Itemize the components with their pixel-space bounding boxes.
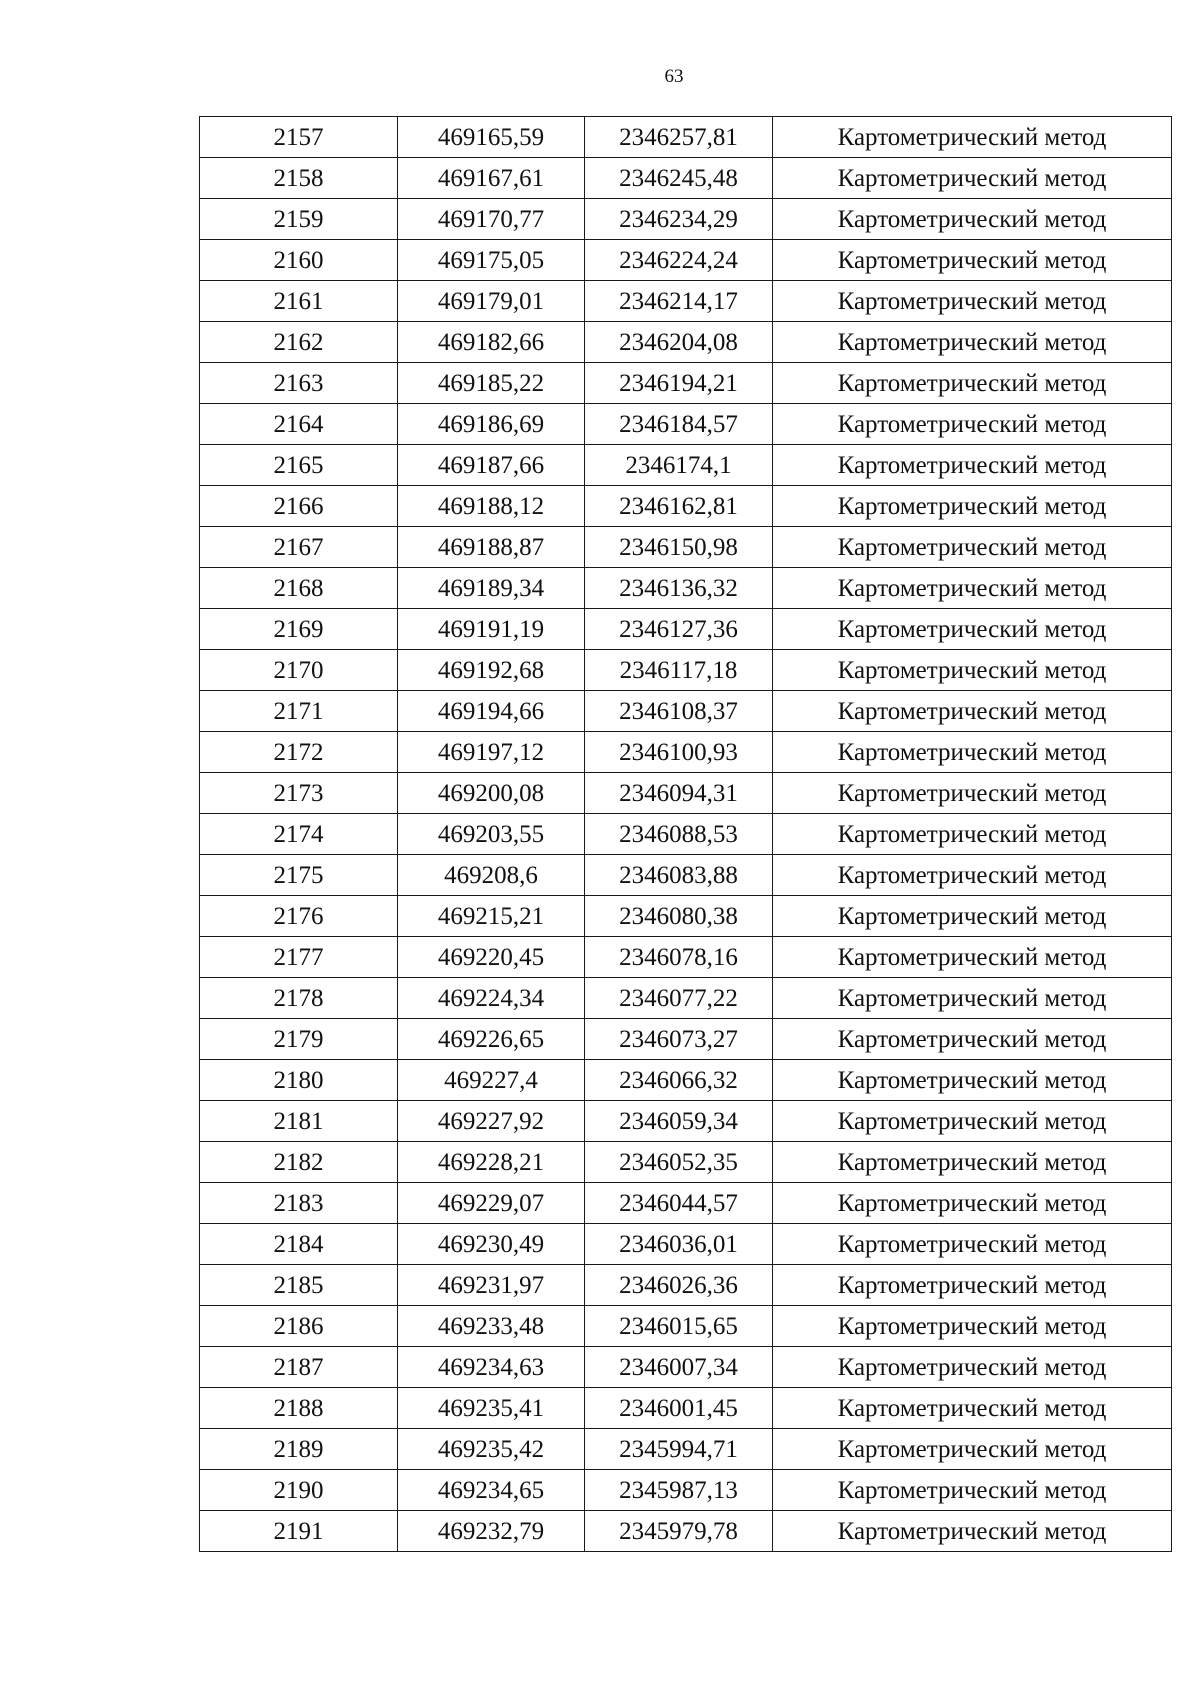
table-row xyxy=(200,445,1172,486)
method-cell: Картометрический метод xyxy=(773,1142,1172,1183)
y-coordinate-cell: 2346224,24 xyxy=(585,240,773,281)
x-coordinate-cell: 469187,66 xyxy=(398,445,585,486)
method-cell: Картометрический метод xyxy=(773,732,1172,773)
method-cell: Картометрический метод xyxy=(773,404,1172,445)
point-number-cell: 2166 xyxy=(200,486,398,527)
y-coordinate-cell: 2345979,78 xyxy=(585,1511,773,1552)
method-cell: Картометрический метод xyxy=(773,773,1172,814)
point-number-cell: 2169 xyxy=(200,609,398,650)
y-coordinate-cell: 2346007,34 xyxy=(585,1347,773,1388)
table-row xyxy=(200,199,1172,240)
method-cell: Картометрический метод xyxy=(773,1306,1172,1347)
method-cell: Картометрический метод xyxy=(773,1511,1172,1552)
x-coordinate-cell: 469235,42 xyxy=(398,1429,585,1470)
y-coordinate-cell: 2346184,57 xyxy=(585,404,773,445)
point-number-cell: 2180 xyxy=(200,1060,398,1101)
point-number-cell: 2159 xyxy=(200,199,398,240)
table-body xyxy=(200,117,1172,1552)
x-coordinate-cell: 469231,97 xyxy=(398,1265,585,1306)
method-cell: Картометрический метод xyxy=(773,322,1172,363)
y-coordinate-cell: 2346257,81 xyxy=(585,117,773,158)
y-coordinate-cell: 2346026,36 xyxy=(585,1265,773,1306)
table-row xyxy=(200,896,1172,937)
x-coordinate-cell: 469233,48 xyxy=(398,1306,585,1347)
point-number-cell: 2178 xyxy=(200,978,398,1019)
method-cell: Картометрический метод xyxy=(773,1429,1172,1470)
point-number-cell: 2170 xyxy=(200,650,398,691)
y-coordinate-cell: 2346044,57 xyxy=(585,1183,773,1224)
table-row xyxy=(200,1388,1172,1429)
x-coordinate-cell: 469165,59 xyxy=(398,117,585,158)
x-coordinate-cell: 469226,65 xyxy=(398,1019,585,1060)
x-coordinate-cell: 469175,05 xyxy=(398,240,585,281)
page-number: 63 xyxy=(664,66,684,87)
method-cell: Картометрический метод xyxy=(773,650,1172,691)
method-cell: Картометрический метод xyxy=(773,1347,1172,1388)
y-coordinate-cell: 2346036,01 xyxy=(585,1224,773,1265)
x-coordinate-cell: 469224,34 xyxy=(398,978,585,1019)
x-coordinate-cell: 469197,12 xyxy=(398,732,585,773)
x-coordinate-cell: 469167,61 xyxy=(398,158,585,199)
table-row xyxy=(200,978,1172,1019)
x-coordinate-cell: 469182,66 xyxy=(398,322,585,363)
method-cell: Картометрический метод xyxy=(773,1224,1172,1265)
table-row xyxy=(200,1019,1172,1060)
x-coordinate-cell: 469232,79 xyxy=(398,1511,585,1552)
point-number-cell: 2191 xyxy=(200,1511,398,1552)
y-coordinate-cell: 2346150,98 xyxy=(585,527,773,568)
x-coordinate-cell: 469189,34 xyxy=(398,568,585,609)
table-row xyxy=(200,158,1172,199)
method-cell: Картометрический метод xyxy=(773,691,1172,732)
y-coordinate-cell: 2346001,45 xyxy=(585,1388,773,1429)
table-row xyxy=(200,773,1172,814)
point-number-cell: 2176 xyxy=(200,896,398,937)
point-number-cell: 2174 xyxy=(200,814,398,855)
point-number-cell: 2171 xyxy=(200,691,398,732)
table-row xyxy=(200,363,1172,404)
y-coordinate-cell: 2346234,29 xyxy=(585,199,773,240)
y-coordinate-cell: 2346052,35 xyxy=(585,1142,773,1183)
y-coordinate-cell: 2346083,88 xyxy=(585,855,773,896)
point-number-cell: 2185 xyxy=(200,1265,398,1306)
method-cell: Картометрический метод xyxy=(773,281,1172,322)
y-coordinate-cell: 2346136,32 xyxy=(585,568,773,609)
table-row xyxy=(200,691,1172,732)
method-cell: Картометрический метод xyxy=(773,1183,1172,1224)
method-cell: Картометрический метод xyxy=(773,568,1172,609)
point-number-cell: 2160 xyxy=(200,240,398,281)
point-number-cell: 2184 xyxy=(200,1224,398,1265)
point-number-cell: 2161 xyxy=(200,281,398,322)
y-coordinate-cell: 2346066,32 xyxy=(585,1060,773,1101)
table-row xyxy=(200,650,1172,691)
x-coordinate-cell: 469208,6 xyxy=(398,855,585,896)
y-coordinate-cell: 2346127,36 xyxy=(585,609,773,650)
x-coordinate-cell: 469179,01 xyxy=(398,281,585,322)
y-coordinate-cell: 2346080,38 xyxy=(585,896,773,937)
table-row xyxy=(200,1470,1172,1511)
method-cell: Картометрический метод xyxy=(773,199,1172,240)
point-number-cell: 2175 xyxy=(200,855,398,896)
x-coordinate-cell: 469188,12 xyxy=(398,486,585,527)
point-number-cell: 2189 xyxy=(200,1429,398,1470)
x-coordinate-cell: 469185,22 xyxy=(398,363,585,404)
x-coordinate-cell: 469170,77 xyxy=(398,199,585,240)
y-coordinate-cell: 2346015,65 xyxy=(585,1306,773,1347)
x-coordinate-cell: 469229,07 xyxy=(398,1183,585,1224)
table-row xyxy=(200,1306,1172,1347)
method-cell: Картометрический метод xyxy=(773,896,1172,937)
table-row xyxy=(200,240,1172,281)
point-number-cell: 2164 xyxy=(200,404,398,445)
point-number-cell: 2157 xyxy=(200,117,398,158)
point-number-cell: 2177 xyxy=(200,937,398,978)
y-coordinate-cell: 2346117,18 xyxy=(585,650,773,691)
x-coordinate-cell: 469234,65 xyxy=(398,1470,585,1511)
point-number-cell: 2182 xyxy=(200,1142,398,1183)
method-cell: Картометрический метод xyxy=(773,445,1172,486)
table-row xyxy=(200,937,1172,978)
y-coordinate-cell: 2346100,93 xyxy=(585,732,773,773)
method-cell: Картометрический метод xyxy=(773,1265,1172,1306)
x-coordinate-cell: 469228,21 xyxy=(398,1142,585,1183)
y-coordinate-cell: 2345987,13 xyxy=(585,1470,773,1511)
method-cell: Картометрический метод xyxy=(773,978,1172,1019)
table-row xyxy=(200,281,1172,322)
method-cell: Картометрический метод xyxy=(773,1388,1172,1429)
table-row xyxy=(200,1511,1172,1552)
y-coordinate-cell: 2346204,08 xyxy=(585,322,773,363)
table-row xyxy=(200,1101,1172,1142)
method-cell: Картометрический метод xyxy=(773,814,1172,855)
table-row xyxy=(200,568,1172,609)
table-row xyxy=(200,486,1172,527)
table-row xyxy=(200,732,1172,773)
point-number-cell: 2187 xyxy=(200,1347,398,1388)
y-coordinate-cell: 2346162,81 xyxy=(585,486,773,527)
point-number-cell: 2162 xyxy=(200,322,398,363)
x-coordinate-cell: 469230,49 xyxy=(398,1224,585,1265)
point-number-cell: 2167 xyxy=(200,527,398,568)
method-cell: Картометрический метод xyxy=(773,1019,1172,1060)
table-row xyxy=(200,1265,1172,1306)
point-number-cell: 2181 xyxy=(200,1101,398,1142)
x-coordinate-cell: 469227,4 xyxy=(398,1060,585,1101)
method-cell: Картометрический метод xyxy=(773,609,1172,650)
y-coordinate-cell: 2346088,53 xyxy=(585,814,773,855)
point-number-cell: 2172 xyxy=(200,732,398,773)
point-number-cell: 2179 xyxy=(200,1019,398,1060)
x-coordinate-cell: 469192,68 xyxy=(398,650,585,691)
table-row xyxy=(200,814,1172,855)
x-coordinate-cell: 469235,41 xyxy=(398,1388,585,1429)
x-coordinate-cell: 469227,92 xyxy=(398,1101,585,1142)
point-number-cell: 2188 xyxy=(200,1388,398,1429)
table-row xyxy=(200,1224,1172,1265)
x-coordinate-cell: 469203,55 xyxy=(398,814,585,855)
method-cell: Картометрический метод xyxy=(773,937,1172,978)
method-cell: Картометрический метод xyxy=(773,527,1172,568)
coordinates-table xyxy=(199,116,1172,1552)
point-number-cell: 2183 xyxy=(200,1183,398,1224)
x-coordinate-cell: 469234,63 xyxy=(398,1347,585,1388)
method-cell: Картометрический метод xyxy=(773,486,1172,527)
table-row xyxy=(200,1429,1172,1470)
table-row xyxy=(200,1060,1172,1101)
point-number-cell: 2173 xyxy=(200,773,398,814)
table-row xyxy=(200,117,1172,158)
table-row xyxy=(200,404,1172,445)
table-row xyxy=(200,1347,1172,1388)
point-number-cell: 2190 xyxy=(200,1470,398,1511)
point-number-cell: 2186 xyxy=(200,1306,398,1347)
y-coordinate-cell: 2346077,22 xyxy=(585,978,773,1019)
x-coordinate-cell: 469215,21 xyxy=(398,896,585,937)
method-cell: Картометрический метод xyxy=(773,1060,1172,1101)
y-coordinate-cell: 2346214,17 xyxy=(585,281,773,322)
y-coordinate-cell: 2346078,16 xyxy=(585,937,773,978)
table-row xyxy=(200,527,1172,568)
method-cell: Картометрический метод xyxy=(773,158,1172,199)
y-coordinate-cell: 2346094,31 xyxy=(585,773,773,814)
point-number-cell: 2165 xyxy=(200,445,398,486)
x-coordinate-cell: 469186,69 xyxy=(398,404,585,445)
y-coordinate-cell: 2346245,48 xyxy=(585,158,773,199)
method-cell: Картометрический метод xyxy=(773,1101,1172,1142)
point-number-cell: 2163 xyxy=(200,363,398,404)
y-coordinate-cell: 2346059,34 xyxy=(585,1101,773,1142)
table-row xyxy=(200,322,1172,363)
y-coordinate-cell: 2346194,21 xyxy=(585,363,773,404)
method-cell: Картометрический метод xyxy=(773,855,1172,896)
method-cell: Картометрический метод xyxy=(773,240,1172,281)
table-row xyxy=(200,1142,1172,1183)
method-cell: Картометрический метод xyxy=(773,1470,1172,1511)
table-row xyxy=(200,609,1172,650)
x-coordinate-cell: 469194,66 xyxy=(398,691,585,732)
method-cell: Картометрический метод xyxy=(773,117,1172,158)
y-coordinate-cell: 2346174,1 xyxy=(585,445,773,486)
y-coordinate-cell: 2346108,37 xyxy=(585,691,773,732)
method-cell: Картометрический метод xyxy=(773,363,1172,404)
x-coordinate-cell: 469188,87 xyxy=(398,527,585,568)
point-number-cell: 2168 xyxy=(200,568,398,609)
x-coordinate-cell: 469200,08 xyxy=(398,773,585,814)
point-number-cell: 2158 xyxy=(200,158,398,199)
y-coordinate-cell: 2345994,71 xyxy=(585,1429,773,1470)
table-row xyxy=(200,855,1172,896)
x-coordinate-cell: 469191,19 xyxy=(398,609,585,650)
y-coordinate-cell: 2346073,27 xyxy=(585,1019,773,1060)
x-coordinate-cell: 469220,45 xyxy=(398,937,585,978)
table-row xyxy=(200,1183,1172,1224)
